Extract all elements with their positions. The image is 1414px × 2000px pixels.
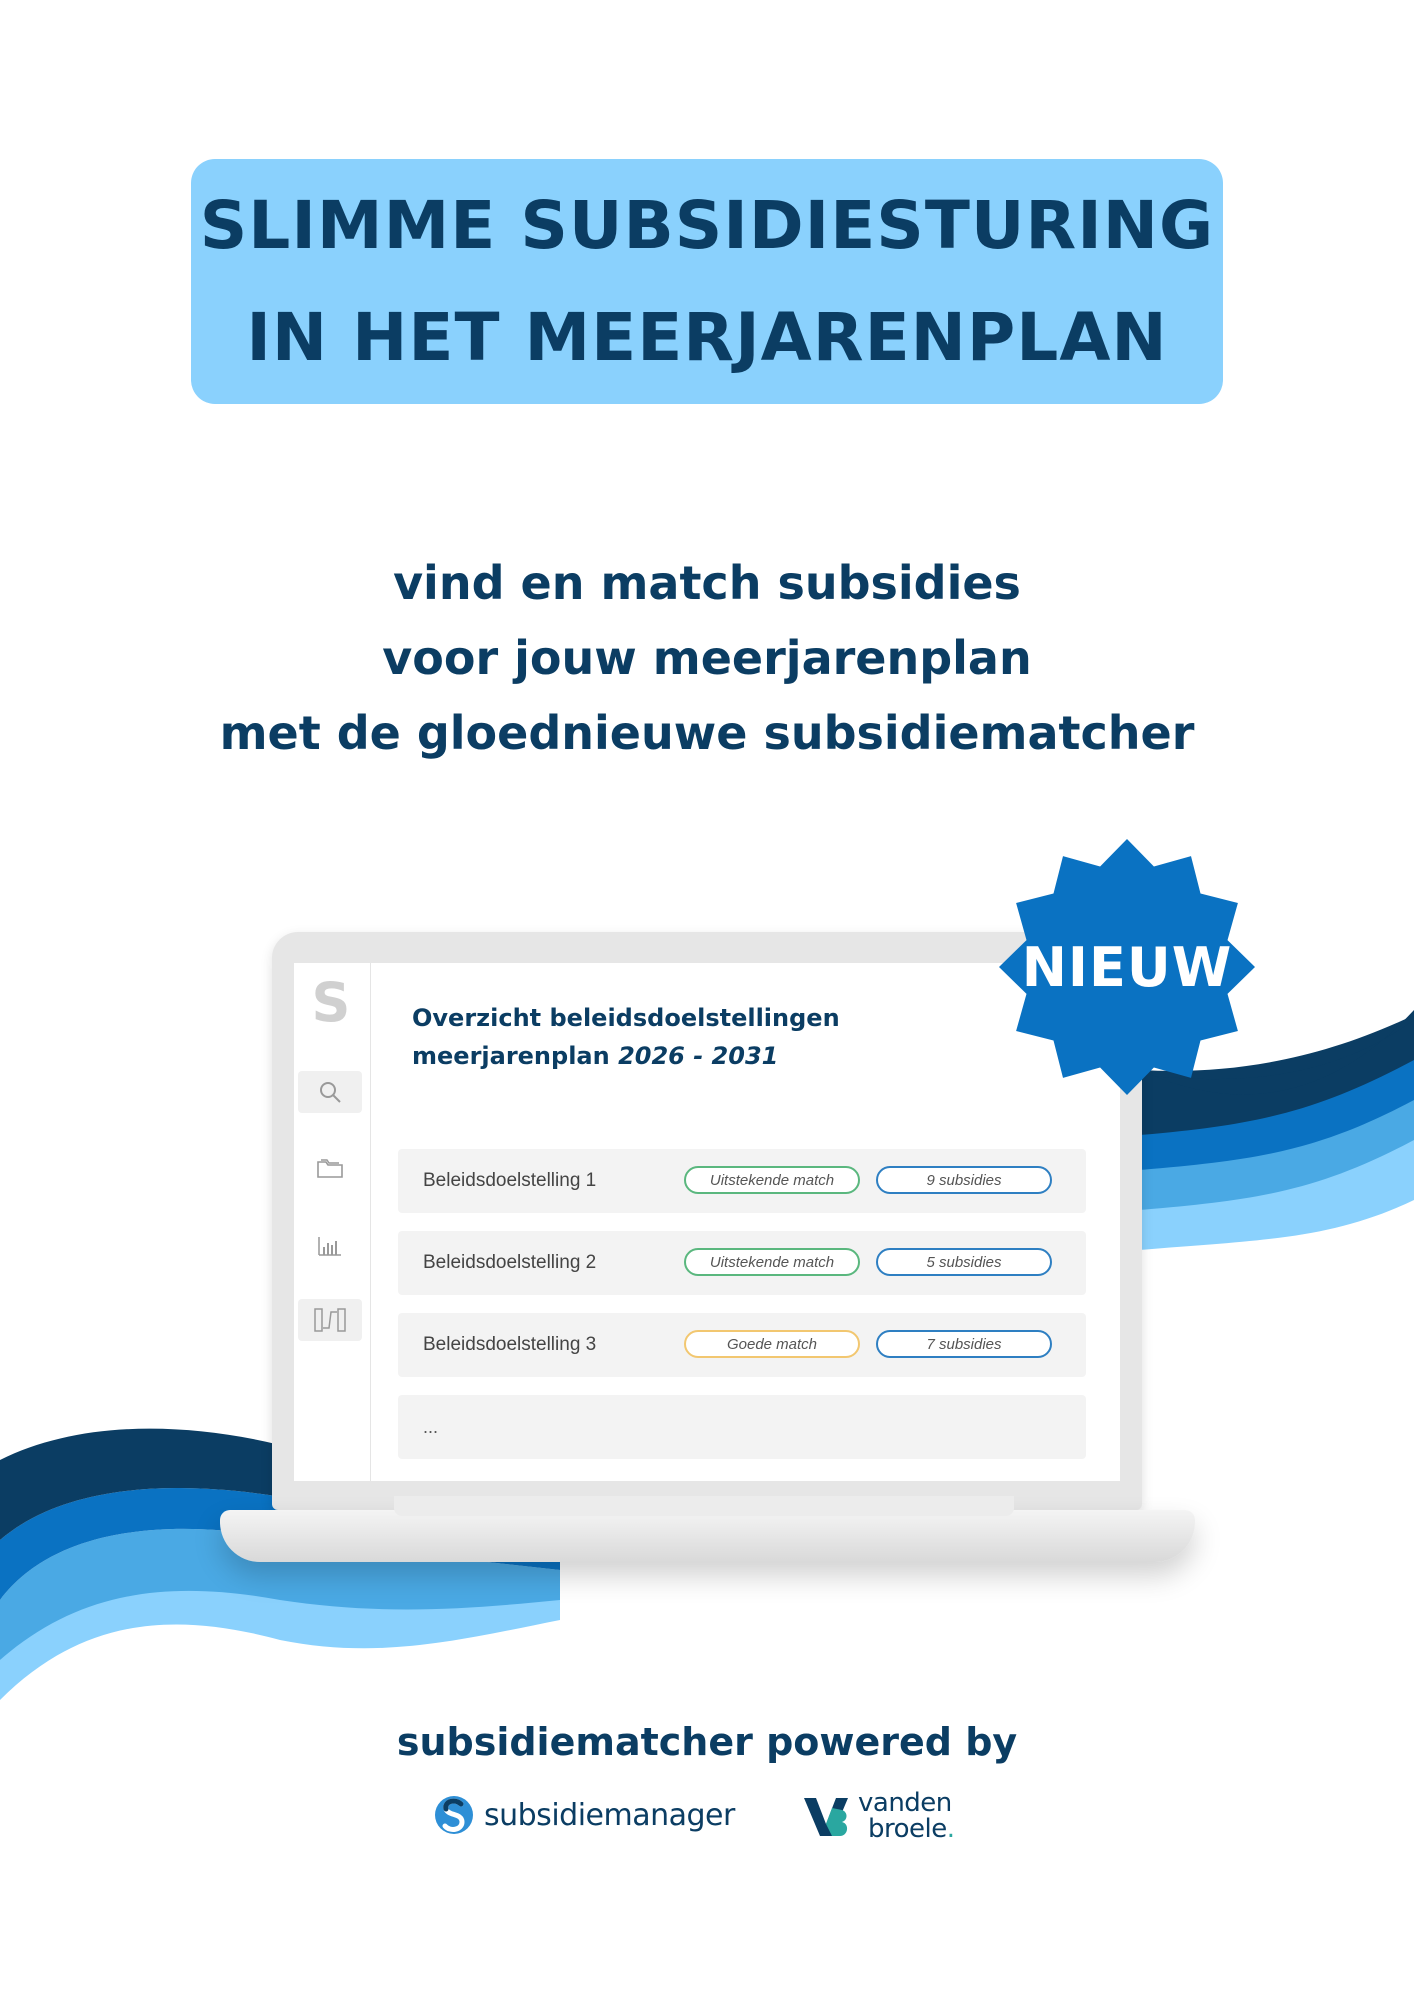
vandenbroele-logo-text [858, 1790, 955, 1842]
vandenbroele-logo-line-1: vanden [858, 1788, 952, 1818]
match-badge: Goede match [684, 1330, 860, 1358]
subsidies-count-button[interactable]: 9 subsidies [876, 1166, 1052, 1194]
laptop-notch [394, 1496, 1014, 1516]
row-label: Beleidsdoelstelling 3 [423, 1334, 597, 1355]
match-badge: Uitstekende match [684, 1248, 860, 1276]
match-badge: Uitstekende match [684, 1166, 860, 1194]
subtitle-line-2: voor jouw meerjarenplan [382, 631, 1032, 685]
search-icon[interactable] [298, 1071, 362, 1113]
vandenbroele-logo-line-2: broele [868, 1814, 947, 1844]
subtitle-line-1: vind en match subsidies [393, 556, 1021, 610]
screen-title-years: 2026 - 2031 [618, 1042, 779, 1070]
list-item[interactable] [398, 1231, 1086, 1295]
row-label: Beleidsdoelstelling 1 [423, 1170, 597, 1191]
more-indicator: ... [423, 1417, 439, 1437]
powered-by-text: subsidiematcher powered by [396, 1720, 1018, 1764]
subsidiemanager-logo-text: subsidiemanager [484, 1797, 735, 1833]
app-sidebar [294, 963, 371, 1481]
subtitle [0, 546, 1414, 771]
bar-chart-icon[interactable] [298, 1225, 362, 1267]
subsidiemanager-logo [434, 1790, 735, 1840]
logo-icon: S [311, 971, 351, 1034]
title-line-2: IN HET MEERJARENPLAN [246, 298, 1168, 376]
list-item[interactable] [398, 1313, 1086, 1377]
subsidies-count-button[interactable]: 7 subsidies [876, 1330, 1052, 1358]
vandenbroele-logo-dot: . [946, 1814, 955, 1844]
subsidies-count-button[interactable]: 5 subsidies [876, 1248, 1052, 1276]
screen-title-line-1: Overzicht beleidsdoelstellingen [412, 1004, 840, 1032]
vandenbroele-logo-icon [802, 1794, 852, 1838]
title-line-1: SLIMME SUBSIDIESTURING [199, 186, 1215, 264]
vandenbroele-logo [802, 1784, 955, 1848]
subtitle-line-3: met de gloednieuwe subsidiematcher [219, 706, 1195, 760]
list-item-more[interactable] [398, 1395, 1086, 1459]
list-item[interactable] [398, 1149, 1086, 1213]
screen-title [412, 999, 840, 1075]
row-label: Beleidsdoelstelling 2 [423, 1252, 597, 1273]
laptop-base [220, 1510, 1195, 1562]
title-banner [191, 159, 1223, 404]
subsidiemanager-logo-icon [434, 1792, 474, 1838]
screen-title-line-2 [412, 1037, 840, 1075]
matcher-icon[interactable] [298, 1299, 362, 1341]
folder-icon[interactable] [298, 1147, 362, 1189]
new-badge-label: NIEUW [1021, 935, 1233, 999]
screen-title-prefix: meerjarenplan [412, 1042, 610, 1070]
